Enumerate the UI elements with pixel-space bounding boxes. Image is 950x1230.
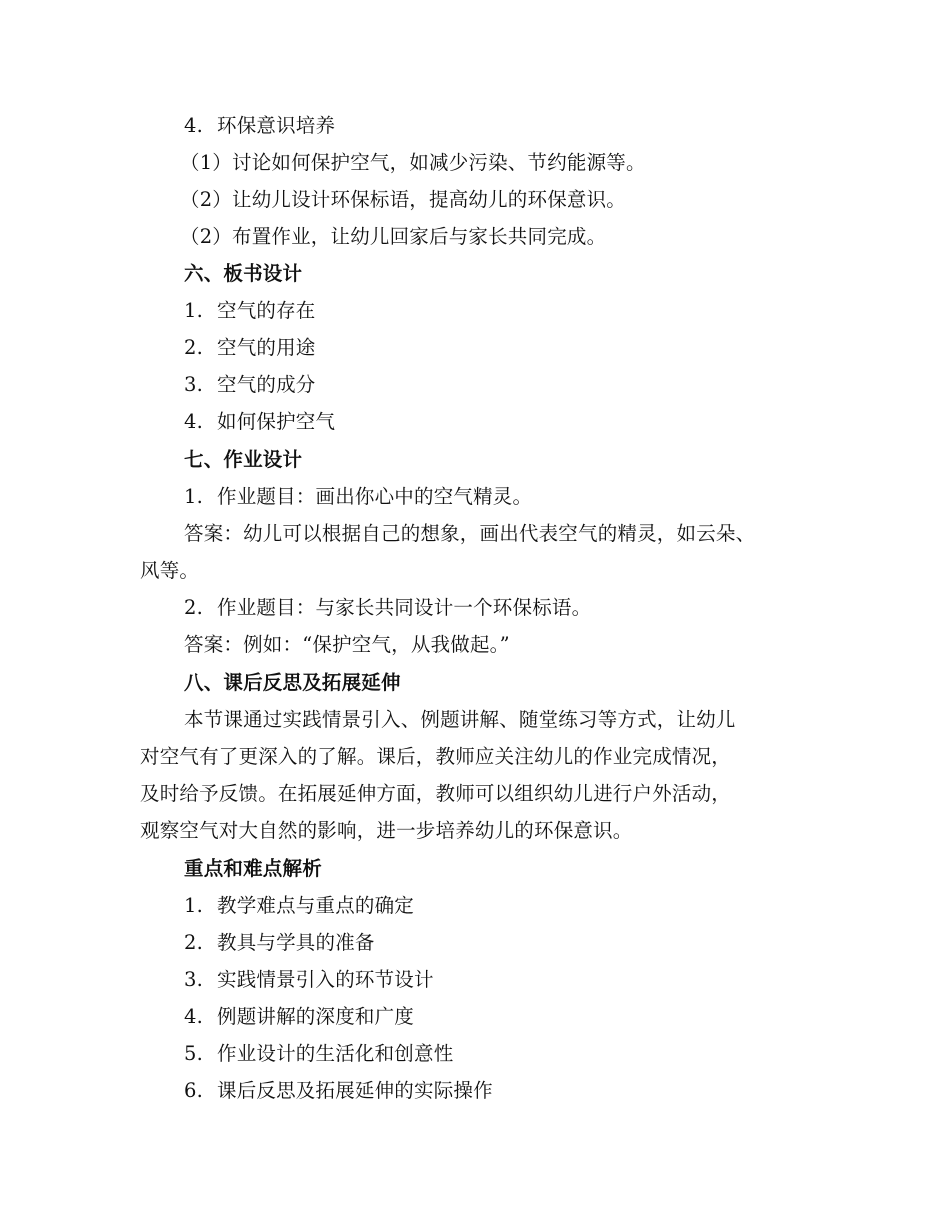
list-item <box>184 931 375 955</box>
list-item-number: 2. <box>184 596 204 619</box>
list-item-number: 3. <box>184 373 204 396</box>
list-item-text: 教具与学具的准备 <box>217 931 375 954</box>
list-item <box>184 894 414 918</box>
homework-question-2 <box>184 596 591 620</box>
list-item <box>184 1079 493 1103</box>
list-item <box>184 410 335 434</box>
section-heading-reflection: 八、课后反思及拓展延伸 <box>184 671 401 694</box>
list-item <box>184 968 434 992</box>
list-item-text: 作业题目：与家长共同设计一个环保标语。 <box>217 596 592 619</box>
section-heading-board-design: 六、板书设计 <box>184 262 303 285</box>
sub-item-3: （2）布置作业，让幼儿回家后与家长共同完成。 <box>180 225 607 248</box>
list-item <box>184 373 316 397</box>
list-item-number: 1. <box>184 485 204 508</box>
list-item-number: 4. <box>184 114 204 137</box>
list-item <box>184 299 316 323</box>
list-item-number: 6. <box>184 1079 204 1102</box>
list-item-number: 3. <box>184 968 204 991</box>
list-item-env-4 <box>184 114 335 138</box>
homework-answer-1-line-1: 答案：幼儿可以根据自己的想象，画出代表空气的精灵，如云朵、 <box>184 522 756 545</box>
list-item-text: 教学难点与重点的确定 <box>217 894 415 917</box>
list-item-text: 例题讲解的深度和广度 <box>217 1005 415 1028</box>
list-item-text: 作业题目：画出你心中的空气精灵。 <box>217 485 533 508</box>
list-item-text: 实践情景引入的环节设计 <box>217 968 434 991</box>
paragraph-line: 及时给予反馈。在拓展延伸方面，教师可以组织幼儿进行户外活动， <box>140 782 732 805</box>
list-item-text: 作业设计的生活化和创意性 <box>217 1042 454 1065</box>
sub-item-2: （2）让幼儿设计环保标语，提高幼儿的环保意识。 <box>180 188 627 211</box>
list-item-number: 4. <box>184 410 204 433</box>
paragraph-line: 对空气有了更深入的了解。课后，教师应关注幼儿的作业完成情况， <box>140 745 732 768</box>
list-item-text: 课后反思及拓展延伸的实际操作 <box>217 1079 493 1102</box>
list-item-number: 2. <box>184 931 204 954</box>
list-item-text: 空气的用途 <box>217 336 316 359</box>
homework-answer-2: 答案：例如：“保护空气，从我做起。” <box>184 633 510 656</box>
list-item-text: 空气的存在 <box>217 299 316 322</box>
list-item-text: 环保意识培养 <box>217 114 336 137</box>
list-item-number: 5. <box>184 1042 204 1065</box>
paragraph-line: 本节课通过实践情景引入、例题讲解、随堂练习等方式，让幼儿 <box>184 708 736 731</box>
list-item-number: 1. <box>184 894 204 917</box>
sub-item-1: （1）讨论如何保护空气，如减少污染、节约能源等。 <box>180 151 646 174</box>
homework-answer-1-line-2: 风等。 <box>140 559 200 582</box>
list-item-number: 2. <box>184 336 204 359</box>
list-item-text: 如何保护空气 <box>217 410 336 433</box>
homework-question-1 <box>184 485 532 509</box>
list-item-text: 空气的成分 <box>217 373 316 396</box>
list-item-number: 4. <box>184 1005 204 1028</box>
list-item <box>184 1005 414 1029</box>
list-item <box>184 336 316 360</box>
section-heading-key-points: 重点和难点解析 <box>184 857 322 880</box>
section-heading-homework-design: 七、作业设计 <box>184 448 303 471</box>
list-item-number: 1. <box>184 299 204 322</box>
paragraph-line: 观察空气对大自然的影响，进一步培养幼儿的环保意识。 <box>140 819 633 842</box>
list-item <box>184 1042 453 1066</box>
